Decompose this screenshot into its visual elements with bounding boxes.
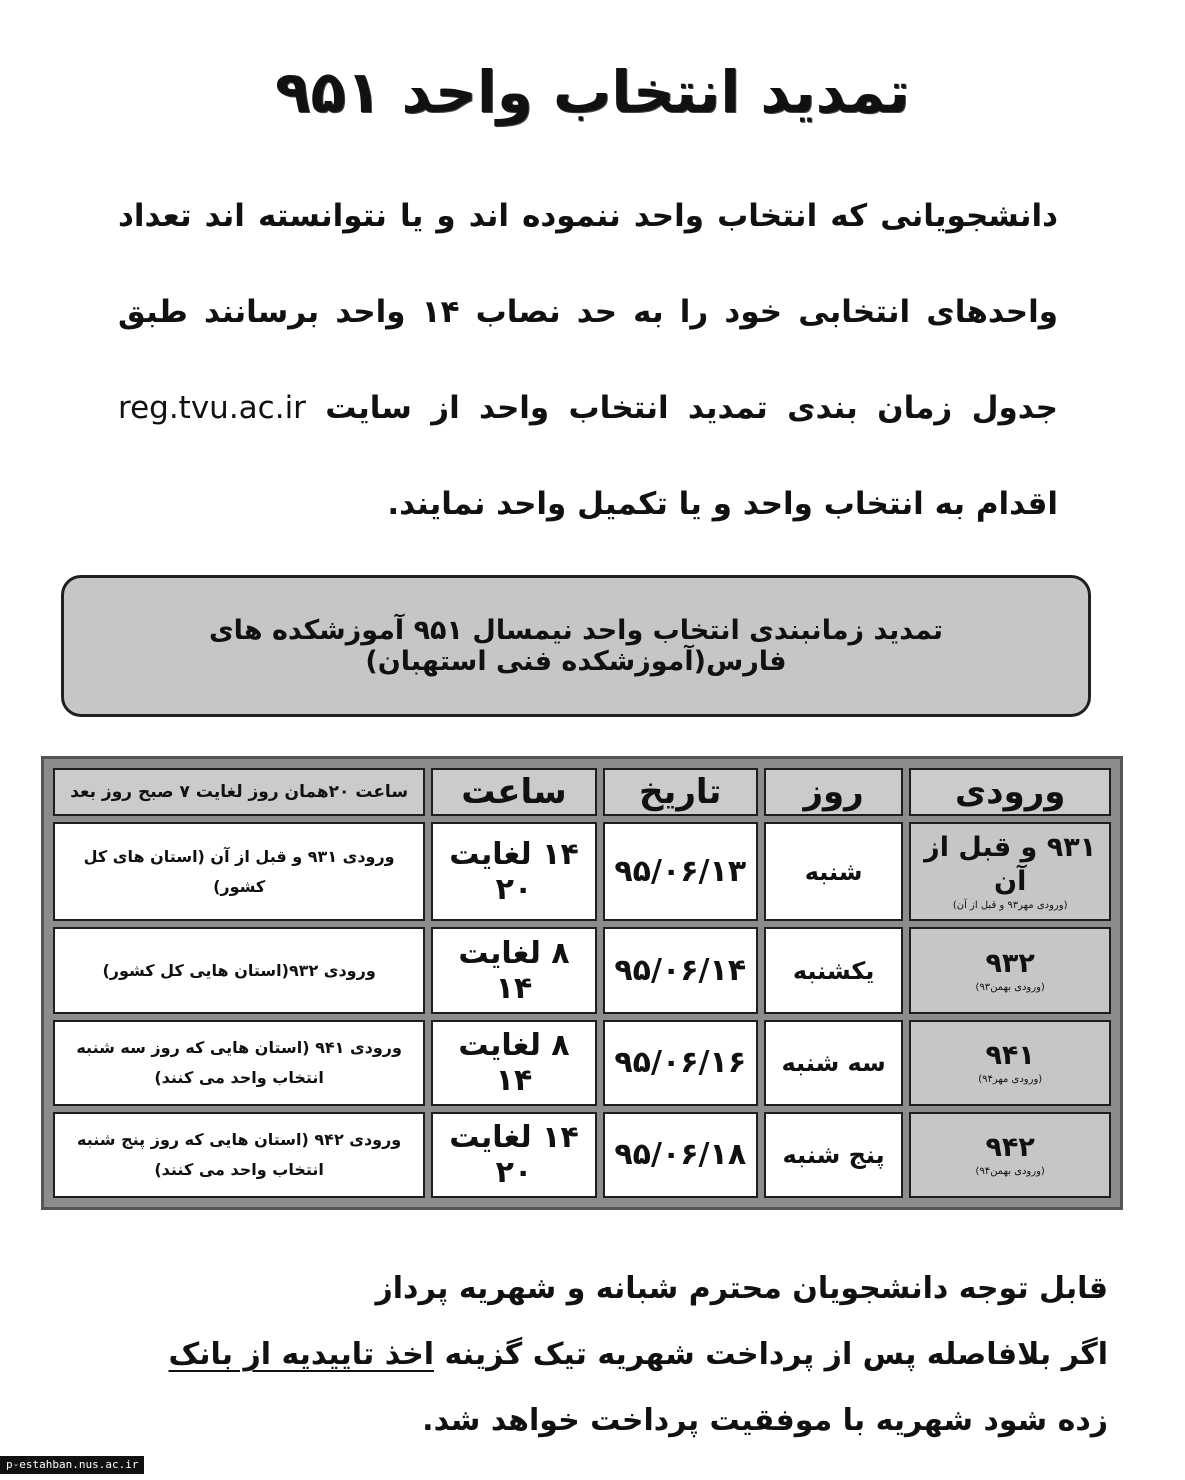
table-row — [53, 927, 1111, 1013]
notice-text-end: زده شود شهریه با موفقیت پرداخت خواهد شد. — [422, 1403, 1108, 1438]
header-day: روز — [764, 768, 904, 816]
note-cell: ورودی ۹۳۱ و قبل از آن (استان های کل کشور) — [53, 822, 425, 921]
date-cell: ۹۵/۰۶/۱۸ — [603, 1112, 758, 1198]
entry-cell — [909, 927, 1111, 1013]
table-row — [53, 822, 1111, 921]
schedule-header-row — [53, 768, 1111, 816]
site-watermark: p-estahban.nus.ac.ir — [0, 1456, 144, 1474]
date-cell: ۹۵/۰۶/۱۳ — [603, 822, 758, 921]
day-cell: شنبه — [764, 822, 904, 921]
note-cell: ورودی ۹۴۱ (استان هایی که روز سه شنبه انتخاب واحد می کنند) — [53, 1020, 425, 1106]
page-title: تمدید انتخاب واحد ۹۵۱ — [275, 58, 910, 126]
entry-subtitle: (ورودی مهر۹۳ و قبل از آن) — [952, 899, 1068, 911]
header-note: ساعت ۲۰همان روز لغایت ۷ صبح روز بعد — [53, 768, 425, 816]
schedule-table — [41, 756, 1123, 1210]
entry-subtitle: (ورودی بهمن۹۴) — [975, 1165, 1045, 1177]
entry-subtitle: (ورودی بهمن۹۳) — [975, 981, 1045, 993]
time-cell: ۱۴ لغایت ۲۰ — [431, 1112, 596, 1198]
entry-code: ۹۴۲ — [985, 1131, 1035, 1163]
entry-cell — [909, 822, 1111, 921]
time-cell: ۸ لغایت ۱۴ — [431, 1020, 596, 1106]
note-cell: ورودی ۹۴۲ (استان هایی که روز پنج شنبه انتخاب واحد می کنند) — [53, 1112, 425, 1198]
intro-text-start: دانشجویانی که انتخاب واحد ننموده اند و یا نتوانسته اند تعداد واحدهای انتخابی خود را به حد نصاب ۱۴ واحد برسانند طبق جدول زمان بندی تمدید انتخاب واحد از سایت — [118, 198, 1059, 426]
schedule-grid — [47, 762, 1117, 1204]
entry-code: ۹۴۱ — [985, 1039, 1035, 1071]
header-time: ساعت — [431, 768, 596, 816]
registration-site-url: reg.tvu.ac.ir — [118, 390, 306, 426]
time-cell: ۱۴ لغایت ۲۰ — [431, 822, 596, 921]
intro-text-end: اقدام به انتخاب واحد و یا تکمیل واحد نمایند. — [387, 486, 1058, 522]
schedule-banner — [61, 575, 1091, 717]
header-date: تاریخ — [603, 768, 758, 816]
day-cell: یکشنبه — [764, 927, 904, 1013]
day-cell: سه شنبه — [764, 1020, 904, 1106]
bank-confirmation-option: اخذ تاییدیه از بانک — [168, 1337, 434, 1372]
day-cell: پنج شنبه — [764, 1112, 904, 1198]
notice-body — [108, 1322, 1108, 1454]
intro-paragraph — [118, 168, 1058, 552]
table-row — [53, 1020, 1111, 1106]
header-entry: ورودی — [909, 768, 1111, 816]
schedule-banner-text: تمدید زمانبندی انتخاب واحد نیمسال ۹۵۱ آموزشکده های فارس(آموزشکده فنی استهبان) — [208, 615, 944, 677]
date-cell: ۹۵/۰۶/۱۴ — [603, 927, 758, 1013]
entry-code: ۹۳۱ و قبل از آن — [924, 831, 1097, 897]
notice-heading: قابل توجه دانشجویان محترم شبانه و شهریه پرداز — [375, 1271, 1108, 1306]
entry-subtitle: (ورودی مهر۹۴) — [978, 1073, 1043, 1085]
notice-paragraph — [108, 1256, 1108, 1454]
notice-text-start: اگر بلافاصله پس از پرداخت شهریه تیک گزینه — [444, 1337, 1108, 1372]
time-cell: ۸ لغایت ۱۴ — [431, 927, 596, 1013]
entry-code: ۹۳۲ — [985, 947, 1035, 979]
entry-cell — [909, 1112, 1111, 1198]
entry-cell — [909, 1020, 1111, 1106]
note-cell: ورودی ۹۳۲(استان هایی کل کشور) — [53, 927, 425, 1013]
table-row — [53, 1112, 1111, 1198]
date-cell: ۹۵/۰۶/۱۶ — [603, 1020, 758, 1106]
